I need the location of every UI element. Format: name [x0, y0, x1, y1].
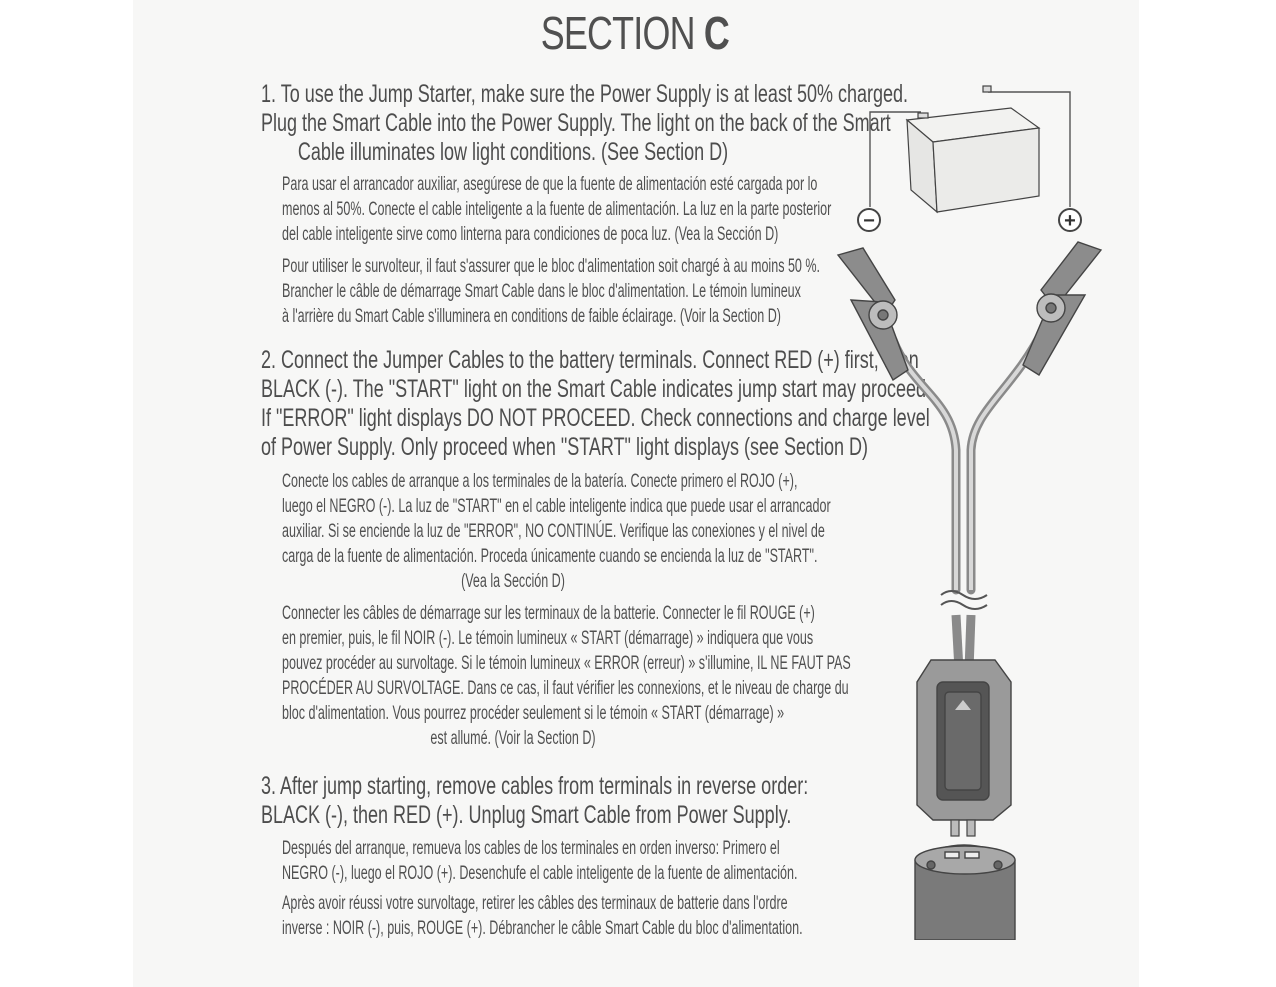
step2-fr-line: Connecter les câbles de démarrage sur les terminaux de la batterie. Connecter le fil ROUGE (+)	[282, 603, 815, 624]
step2-es-line: carga de la fuente de alimentación. Proceda únicamente cuando se encienda la luz de "START".	[282, 546, 818, 567]
step1-es-line: del cable inteligente sirve como linterna para condiciones de poca luz. (Vea la Sección D)	[282, 224, 779, 245]
step1-en-line: Plug the Smart Cable into the Power Supply. The light on the back of the Smart	[261, 109, 891, 137]
step3-en-line: 3. After jump starting, remove cables from terminals in reverse order:	[261, 772, 809, 800]
section-title-letter: C	[703, 7, 730, 59]
step1-es-line: menos al 50%. Conecte el cable inteligente a la fuente de alimentación. La luz en la parte posterior	[282, 199, 832, 220]
step1-spanish	[282, 172, 832, 247]
step3-fr-line: Après avoir réussi votre survoltage, retirer les câbles des terminaux de batterie dans l'ordre	[282, 893, 788, 914]
step2-en-line: If "ERROR" light displays DO NOT PROCEED. Check connections and charge level	[261, 404, 930, 432]
step3-french	[282, 891, 803, 941]
manual-page	[133, 0, 1139, 987]
step2-fr-line: PROCÉDER AU SURVOLTAGE. Dans ce cas, il faut vérifier les connexions, et le niveau de charge du	[282, 678, 849, 699]
step3-es-line: NEGRO (-), luego el ROJO (+). Desenchufe el cable inteligente de la fuente de alimentación.	[282, 863, 798, 884]
cable-plug	[951, 820, 975, 836]
smart-cable-module	[917, 660, 1011, 820]
power-supply-icon	[915, 845, 1015, 940]
step3-es-line: Después del arranque, remueva los cables de los terminales en orden inverso: Primero el	[282, 838, 780, 859]
step2-fr-line: pouvez procéder au survoltage. Si le témoin lumineux « ERROR (erreur) » s'illumine, IL NE FAUT PAS	[282, 653, 851, 674]
step1-en-line: 1. To use the Jump Starter, make sure the Power Supply is at least 50% charged.	[261, 80, 909, 108]
positive-symbol-text: +	[1064, 210, 1076, 232]
step2-spanish	[282, 469, 831, 594]
negative-symbol-text: −	[863, 210, 875, 232]
step1-fr-line: à l'arrière du Smart Cable s'illuminera en conditions de faible éclairage. (Voir la Section D)	[282, 306, 781, 327]
section-title-word: SECTION	[540, 7, 695, 59]
negative-terminal-icon	[858, 209, 880, 232]
step2-fr-line: bloc d'alimentation. Vous pourrez procéder seulement si le témoin « START (démarrage) »	[282, 703, 785, 724]
step2-en-line: of Power Supply. Only proceed when "START" light displays (see Section D)	[261, 433, 869, 461]
step1-english	[261, 80, 909, 167]
step1-fr-line: Brancher le câble de démarrage Smart Cable dans le bloc d'alimentation. Le témoin lumineux	[282, 281, 801, 302]
black-clamp-icon	[838, 248, 908, 380]
step2-french	[282, 601, 851, 751]
step2-fr-line: en premier, puis, le fil NOIR (-). Le témoin lumineux « START (démarrage) » indiquera que vous	[282, 628, 814, 649]
step2-es-line: luego el NEGRO (-). La luz de "START" en el cable inteligente indica que puede usar el arrancador	[282, 496, 831, 517]
cable-break-mark	[941, 591, 987, 609]
battery-icon	[907, 86, 1039, 212]
step3-english	[261, 772, 809, 830]
step1-es-line: Para usar el arrancador auxiliar, asegúrese de que la fuente de alimentación esté cargada por lo	[282, 174, 818, 195]
step3-en-line: BLACK (-), then RED (+). Unplug Smart Cable from Power Supply.	[261, 801, 792, 829]
positive-terminal-icon	[1059, 209, 1081, 232]
step3-spanish	[282, 836, 798, 886]
red-clamp-icon	[1023, 242, 1101, 375]
jump-starter-illustration	[833, 70, 1113, 940]
step2-en-line: BLACK (-). The "START" light on the Smart Cable indicates jump start may proceed.	[261, 375, 932, 403]
step1-en-line: Cable illuminates low light conditions. (See Section D)	[297, 138, 729, 166]
step2-es-line: (Vea la Sección D)	[461, 571, 565, 592]
step2-en-line: 2. Connect the Jumper Cables to the battery terminals. Connect RED (+) first, then	[261, 346, 919, 374]
instructions-column	[163, 0, 932, 987]
step1-french	[282, 254, 821, 329]
step2-es-line: Conecte los cables de arranque a los terminales de la batería. Conecte primero el ROJO (+),	[282, 471, 798, 492]
step1-fr-line: Pour utiliser le survolteur, il faut s'assurer que le bloc d'alimentation soit chargé à au moins 50 %.	[282, 256, 821, 277]
step2-english	[261, 346, 932, 462]
step2-fr-line: est allumé. (Voir la Section D)	[430, 728, 596, 749]
step3-fr-line: inverse : NOIR (-), puis, ROUGE (+). Débrancher le câble Smart Cable du bloc d'alimentation.	[282, 918, 803, 939]
step2-es-line: auxiliar. Si se enciende la luz de "ERROR", NO CONTINÚE. Verifique las conexiones y el nivel de	[282, 521, 825, 542]
